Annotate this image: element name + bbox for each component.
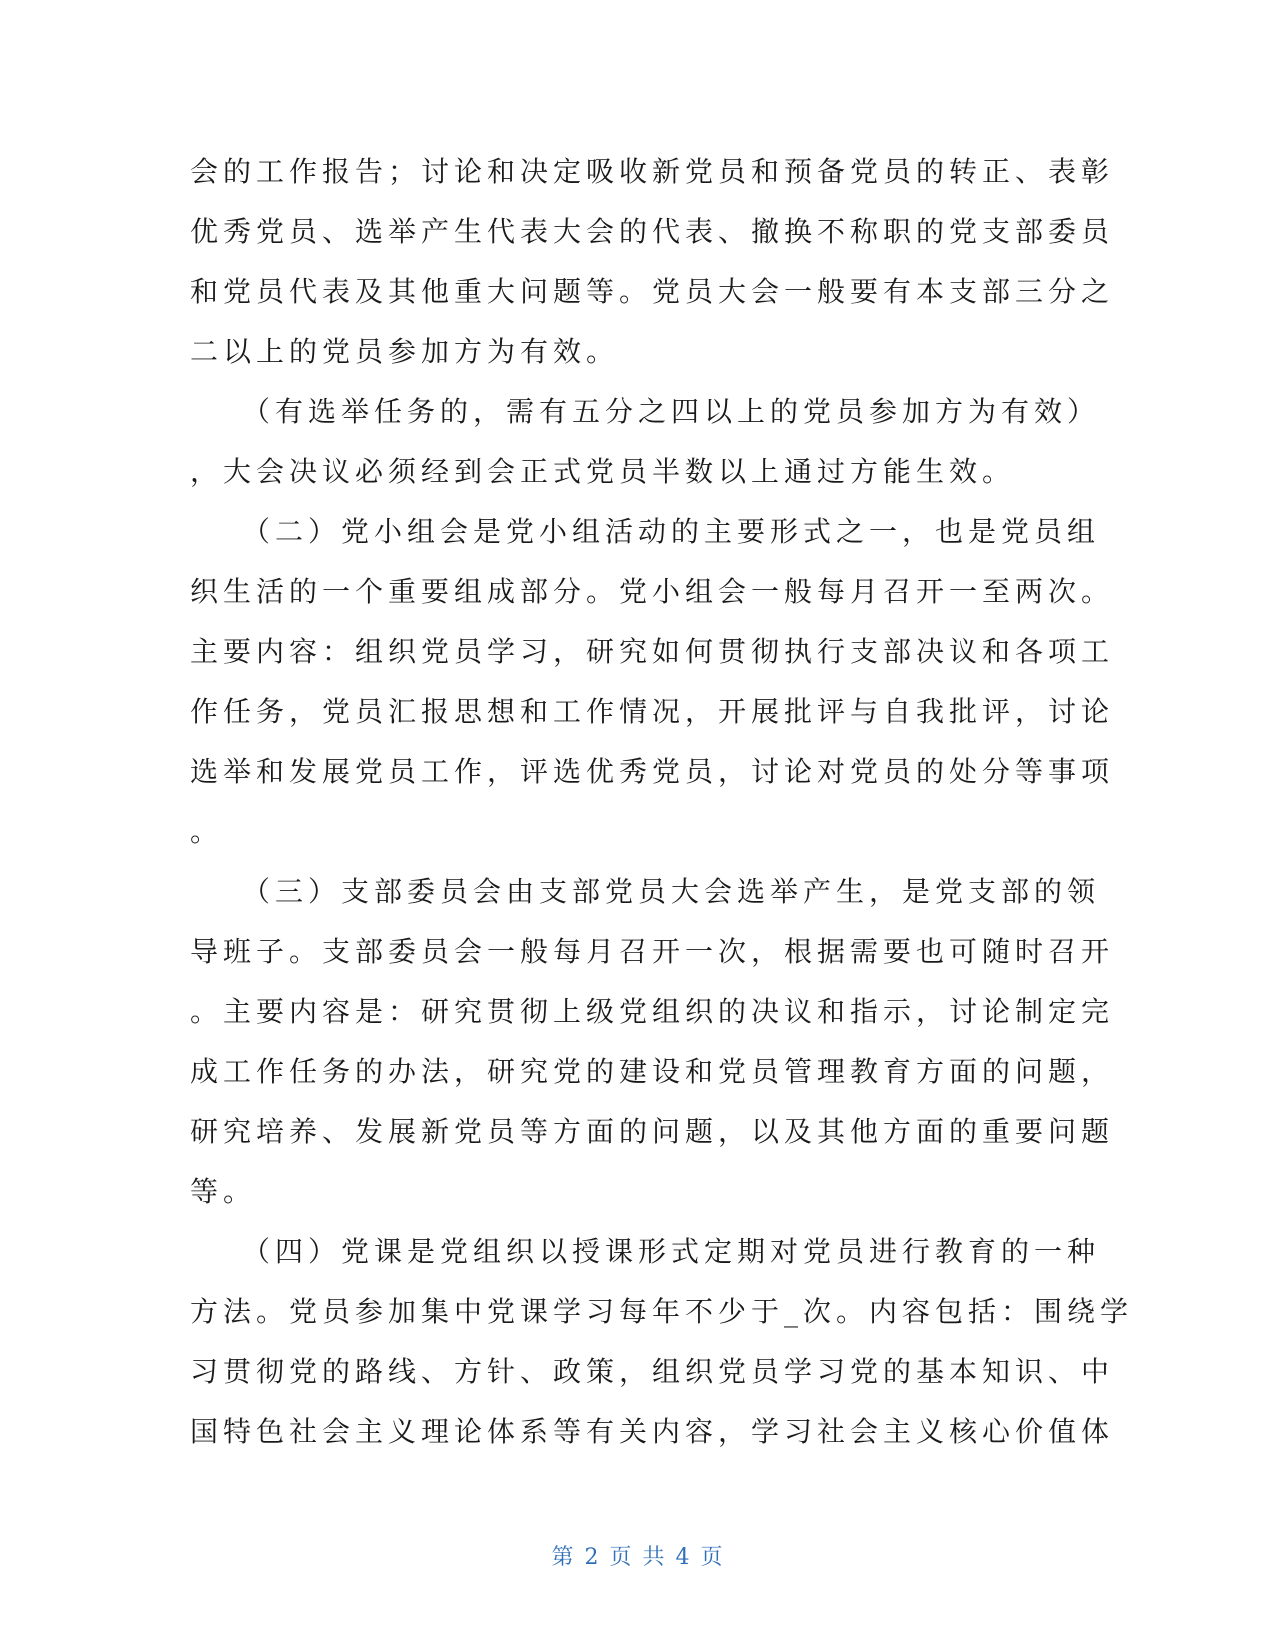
footer-page-word: 页 bbox=[609, 1545, 633, 1570]
text-line: （四）党课是党组织以授课形式定期对党员进行教育的一种 bbox=[190, 1235, 1101, 1268]
page-number-footer bbox=[0, 1540, 1275, 1571]
text-line: 方法。党员参加集中党课学习每年不少于_次。内容包括：围绕学 bbox=[190, 1295, 1134, 1328]
current-page-number: 2 bbox=[584, 1545, 600, 1570]
text-line: 主要内容：组织党员学习，研究如何贯彻执行支部决议和各项工 bbox=[190, 635, 1115, 668]
text-line: 选举和发展党员工作，评选优秀党员，讨论对党员的处分等事项 bbox=[190, 755, 1115, 788]
text-line: （有选举任务的，需有五分之四以上的党员参加方为有效） bbox=[190, 395, 1101, 428]
text-line: 会的工作报告；讨论和决定吸收新党员和预备党员的转正、表彰 bbox=[190, 155, 1115, 188]
text-line: 二以上的党员参加方为有效。 bbox=[190, 335, 620, 368]
text-line: 习贯彻党的路线、方针、政策，组织党员学习党的基本知识、中 bbox=[190, 1355, 1115, 1388]
text-line: 作任务，党员汇报思想和工作情况，开展批评与自我批评，讨论 bbox=[190, 695, 1115, 728]
text-line: 研究培养、发展新党员等方面的问题，以及其他方面的重要问题 bbox=[190, 1115, 1115, 1148]
text-line: 成工作任务的办法，研究党的建设和党员管理教育方面的问题， bbox=[190, 1055, 1115, 1088]
text-line: 国特色社会主义理论体系等有关内容，学习社会主义核心价值体 bbox=[190, 1415, 1115, 1448]
text-line: ，大会决议必须经到会正式党员半数以上通过方能生效。 bbox=[190, 455, 1016, 488]
text-line: 优秀党员、选举产生代表大会的代表、撤换不称职的党支部委员 bbox=[190, 215, 1115, 248]
footer-suffix: 页 bbox=[700, 1545, 724, 1570]
text-line: 等。 bbox=[190, 1175, 257, 1208]
text-line: 导班子。支部委员会一般每月召开一次，根据需要也可随时召开 bbox=[190, 935, 1115, 968]
text-line: （二）党小组会是党小组活动的主要形式之一，也是党员组 bbox=[190, 515, 1101, 548]
text-line: 。主要内容是：研究贯彻上级党组织的决议和指示，讨论制定完 bbox=[190, 995, 1115, 1028]
text-line: 。 bbox=[190, 815, 224, 848]
text-line: 和党员代表及其他重大问题等。党员大会一般要有本支部三分之 bbox=[190, 275, 1115, 308]
text-line: 织生活的一个重要组成部分。党小组会一般每月召开一至两次。 bbox=[190, 575, 1115, 608]
text-line: （三）支部委员会由支部党员大会选举产生，是党支部的领 bbox=[190, 875, 1101, 908]
footer-total-word: 共 bbox=[642, 1545, 666, 1570]
document-body bbox=[190, 142, 1134, 1462]
footer-prefix: 第 bbox=[551, 1545, 575, 1570]
total-pages-number: 4 bbox=[675, 1545, 691, 1570]
